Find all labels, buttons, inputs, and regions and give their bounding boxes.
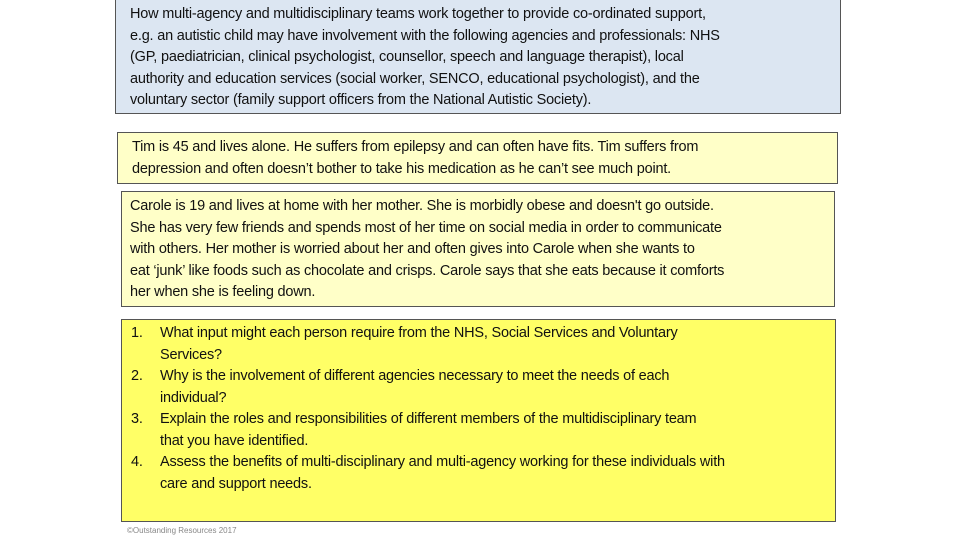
carole-scenario-box <box>121 191 835 307</box>
question-number: 2. <box>131 368 143 384</box>
intro-line: How multi-agency and multidisciplinary teams work together to provide co-ordinated support, <box>130 6 706 22</box>
question-item <box>131 452 835 495</box>
question-text: care and support needs. <box>160 475 312 492</box>
question-number: 1. <box>131 325 143 341</box>
copyright-footer: ©Outstanding Resources 2017 <box>127 526 237 535</box>
question-text: Services? <box>160 346 222 363</box>
question-number: 4. <box>131 454 143 470</box>
question-text: What input might each person require from the NHS, Social Services and Voluntary <box>160 325 678 341</box>
question-item <box>131 323 835 366</box>
intro-line: voluntary sector (family support officers from the National Autistic Society). <box>130 92 592 108</box>
question-text: that you have identified. <box>160 432 309 449</box>
intro-line: authority and education services (social worker, SENCO, educational psychologist), and the <box>130 70 700 87</box>
carole-line: with others. Her mother is worried about her and often gives into Carole when she wants to <box>130 241 695 257</box>
question-number: 3. <box>131 411 143 427</box>
question-item <box>131 366 835 409</box>
carole-line: Carole is 19 and lives at home with her mother. She is morbidly obese and doesn't go outside. <box>130 198 714 214</box>
questions-box <box>121 319 836 522</box>
tim-line: depression and often doesn’t bother to take his medication as he can’t see much point. <box>132 160 671 177</box>
intro-line: (GP, paediatrician, clinical psychologist, counsellor, speech and language therapist), local <box>130 49 684 65</box>
question-text: individual? <box>160 389 227 406</box>
tim-scenario-box <box>117 132 838 184</box>
carole-line: eat ‘junk’ like foods such as chocolate and crisps. Carole says that she eats because it comforts <box>130 262 725 279</box>
question-item <box>131 409 835 452</box>
carole-line: her when she is feeling down. <box>130 284 316 300</box>
intro-box <box>115 0 841 114</box>
carole-line: She has very few friends and spends most of her time on social media in order to communicate <box>130 219 722 236</box>
question-text: Why is the involvement of different agencies necessary to meet the needs of each <box>160 368 670 384</box>
tim-line: Tim is 45 and lives alone. He suffers from epilepsy and can often have fits. Tim suffers from <box>132 139 699 155</box>
intro-line: e.g. an autistic child may have involvement with the following agencies and professionals: NHS <box>130 27 720 44</box>
question-text: Explain the roles and responsibilities of different members of the multidisciplinary team <box>160 411 697 427</box>
question-text: Assess the benefits of multi-disciplinary and multi-agency working for these individuals with <box>160 454 725 470</box>
